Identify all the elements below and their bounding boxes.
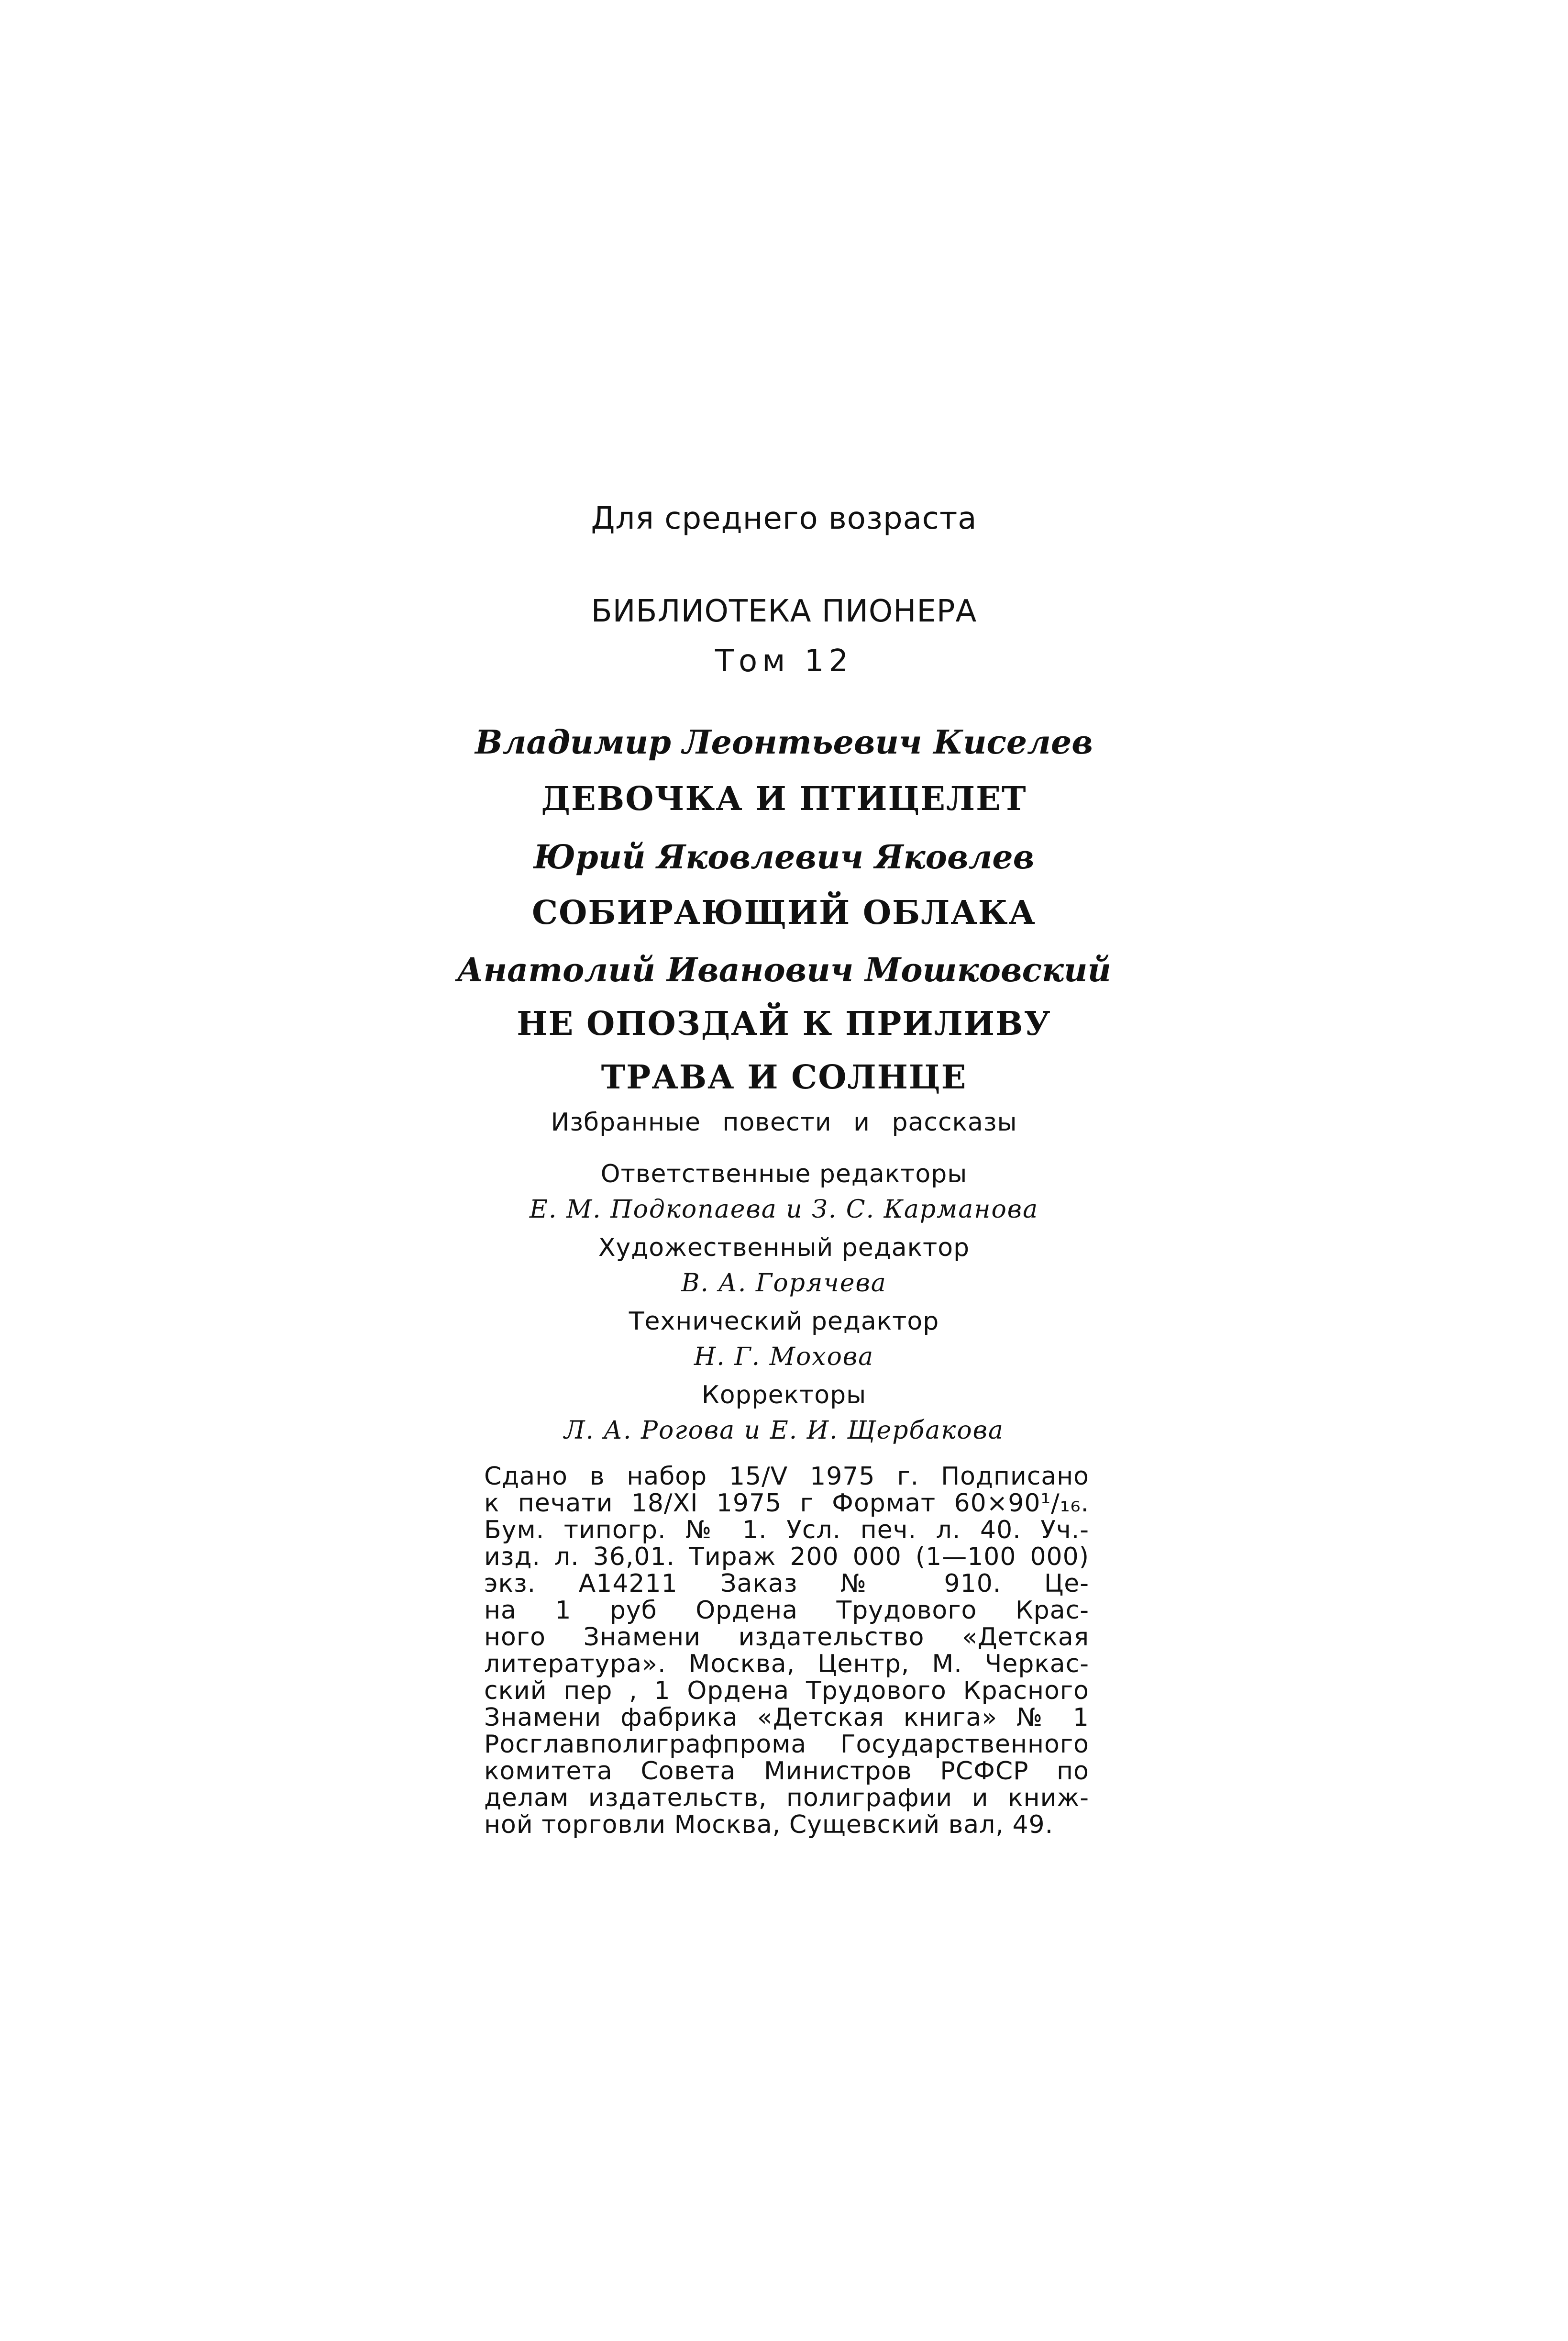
credit-names-art-editor: В. А. Горячева <box>681 1269 887 1298</box>
colophon-line: на 1 руб Ордена Трудового Крас- <box>484 1596 1089 1625</box>
credit-role-proofreaders: Корректоры <box>701 1381 867 1409</box>
author-kiselev: Владимир Леонтьевич Киселев <box>475 723 1093 762</box>
collection-subtitle: Избранные повести и рассказы <box>551 1108 1017 1137</box>
title-devochka-i-ptitselet: ДЕВОЧКА И ПТИЦЕЛЕТ <box>541 780 1027 818</box>
series-title: БИБЛИОТЕКА ПИОНЕРА <box>591 594 977 629</box>
title-ne-opozday-k-privivu: НЕ ОПОЗДАЙ К ПРИЛИВУ <box>517 1005 1051 1043</box>
colophon-line: ский пер , 1 Ордена Трудового Красного <box>484 1676 1089 1705</box>
colophon-line: к печати 18/XI 1975 г Формат 60×90¹/₁₆. <box>484 1489 1089 1518</box>
author-moshkovsky: Анатолий Иванович Мошковский <box>457 951 1111 989</box>
credit-role-responsible-editors: Ответственные редакторы <box>600 1160 968 1188</box>
colophon-line: ной торговли Москва, Сущевский вал, 49. <box>484 1810 1054 1839</box>
colophon-line: делам издательств, полиграфии и книж- <box>484 1784 1089 1812</box>
credit-names-responsible-editors: Е. М. Подкопаева и З. С. Карманова <box>529 1195 1039 1224</box>
credit-names-proofreaders: Л. А. Рогова и Е. И. Щербакова <box>564 1416 1004 1445</box>
credit-role-art-editor: Художественный редактор <box>598 1233 970 1262</box>
title-trava-i-solntse: ТРАВА И СОЛНЦЕ <box>601 1058 967 1097</box>
audience-label: Для среднего возраста <box>591 501 977 536</box>
colophon-line: изд. л. 36,01. Тираж 200 000 (1—100 000) <box>484 1542 1089 1571</box>
credit-role-technical-editor: Технический редактор <box>629 1307 939 1336</box>
colophon-line: Знамени фабрика «Детская книга» № 1 <box>484 1703 1089 1732</box>
volume-number: Том 12 <box>715 643 853 679</box>
colophon-line: ного Знамени издательство «Детская <box>484 1623 1089 1652</box>
colophon-block <box>484 1463 1089 1838</box>
colophon-line: комитета Совета Министров РСФСР по <box>484 1757 1089 1786</box>
credit-names-technical-editor: Н. Г. Мохова <box>694 1342 874 1371</box>
author-yakovlev: Юрий Яковлевич Яковлев <box>533 838 1035 876</box>
colophon-line: Сдано в набор 15/V 1975 г. Подписано <box>484 1462 1089 1491</box>
title-sobirayushchiy-oblaka: СОБИРАЮЩИЙ ОБЛАКА <box>532 894 1036 932</box>
colophon-line: литература». Москва, Центр, М. Черкас- <box>484 1650 1089 1678</box>
colophon-line: Росглавполиграфпрома Государственного <box>484 1730 1089 1759</box>
colophon-line: экз. А14211 Заказ № 910. Це- <box>484 1569 1089 1598</box>
colophon-line: Бум. типогр. № 1. Усл. печ. л. 40. Уч.- <box>484 1516 1089 1544</box>
